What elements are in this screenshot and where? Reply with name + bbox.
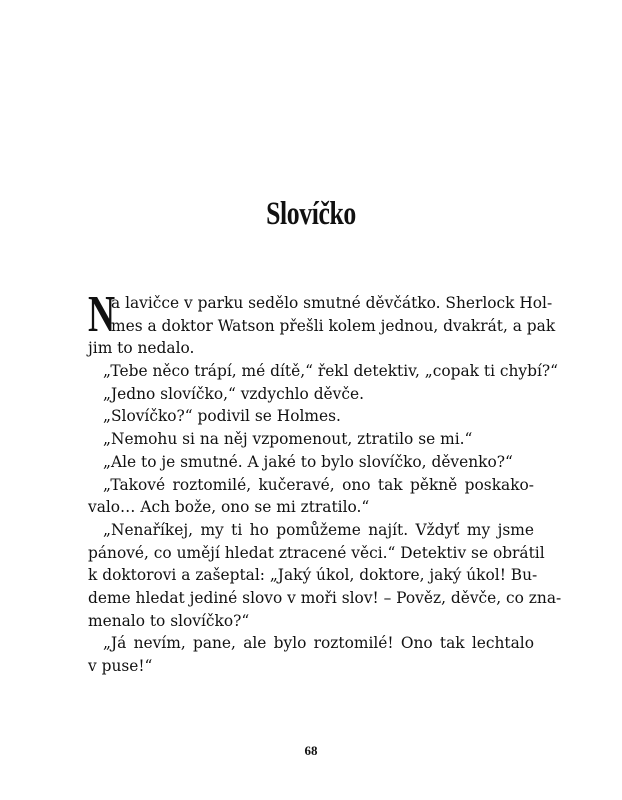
text-line: v puse!“ <box>88 657 153 675</box>
text-line: k doktorovi a zašeptal: „Jaký úkol, doktore, jaký úkol! Bu- <box>88 566 538 585</box>
paragraph <box>88 474 534 519</box>
paragraph <box>88 519 562 632</box>
text-line: valo… Ach bože, ono se mi ztratilo.“ <box>88 498 370 517</box>
paragraph <box>88 405 534 428</box>
text-line: „Ale to je smutné. A jaké to bylo slovíčko, děvenko?“ <box>103 452 513 471</box>
body-text <box>88 286 562 678</box>
chapter-title: Slovíčko <box>266 196 356 232</box>
text-line: „Tebe něco trápí, mé dítě,“ řekl detektiv, „copak ti chybí?“ <box>103 362 559 381</box>
text-line: mes a doktor Watson přešli kolem jednou, dvakrát, a pak <box>111 316 556 335</box>
paragraph <box>88 632 534 677</box>
text-line: „Nenaříkej, my ti ho pomůžeme najít. Vždyť my jsme <box>103 520 534 539</box>
text-line: menalo to slovíčko?“ <box>88 611 250 630</box>
text-line: a lavičce v parku sedělo smutné děvčátko. Sherlock Hol- <box>111 294 553 312</box>
text-line: jim to nedalo. <box>88 339 195 358</box>
paragraph <box>88 360 559 383</box>
paragraph <box>88 428 534 451</box>
text-line: „Jedno slovíčko,“ vzdychlo děvče. <box>103 384 364 403</box>
text-line: „Slovíčko?“ podivil se Holmes. <box>103 407 341 426</box>
page-number: 68 <box>304 743 318 758</box>
text-line: pánové, co umějí hledat ztracené věci.“ Detektiv se obrátil <box>88 543 545 562</box>
paragraph <box>88 451 534 474</box>
text-line: deme hledat jediné slovo v moři slov! – Pověz, děvče, co zna- <box>88 588 562 607</box>
text-line: „Nemohu si na něj vzpomenout, ztratilo se mi.“ <box>103 430 473 449</box>
paragraph <box>88 383 534 406</box>
drop-cap: N <box>88 286 116 343</box>
text-line: „Já nevím, pane, ale bylo roztomilé! Ono tak lechtalo <box>103 634 534 653</box>
paragraph <box>88 286 556 360</box>
text-line: „Takové roztomilé, kučeravé, ono tak pěkně poskako- <box>103 475 534 494</box>
